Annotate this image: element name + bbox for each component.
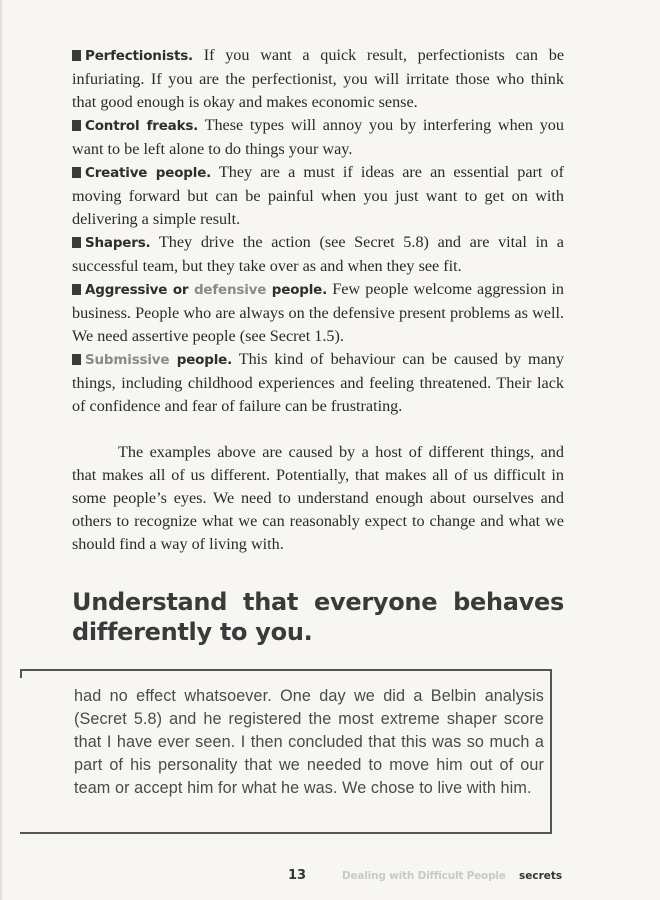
bullet-term: Creative people. bbox=[85, 165, 212, 181]
bullet-item-perfectionists bbox=[72, 44, 564, 114]
series-title: Dealing with Difficult People bbox=[342, 870, 506, 882]
square-bullet-icon bbox=[72, 284, 81, 295]
square-bullet-icon bbox=[72, 354, 81, 365]
bullet-text: This kind of behaviour can be caused by many things, including childhood experiences and feeling threatened. Their lack of confidence and fear of failure can be frustrating. bbox=[72, 350, 564, 415]
bullet-term-part1: Aggressive or bbox=[85, 282, 194, 298]
bullet-item-aggressive-defensive bbox=[72, 278, 564, 348]
bullet-term-part3: people. bbox=[266, 282, 328, 298]
body-paragraph: The examples above are caused by a host of different things, and that makes all of us different. Potentially, that makes all of us difficult in some people’s eyes. We need to understand enough about ourselves and others to recognize what we can reasonably expect to change and what we should find a way of living with. bbox=[72, 443, 564, 553]
bullet-term: Control freaks. bbox=[85, 118, 199, 134]
series-word: secrets bbox=[519, 870, 563, 882]
bullet-item-submissive bbox=[72, 348, 564, 418]
square-bullet-icon bbox=[72, 120, 81, 131]
square-bullet-icon bbox=[72, 50, 81, 61]
case-study-box-edge bbox=[20, 669, 22, 678]
bullet-item-shapers bbox=[72, 231, 564, 278]
case-study-text: had no effect whatsoever. One day we did a Belbin analysis (Secret 5.8) and he registered the most extreme shaper score that I have ever seen. I then concluded that this was so much a part of his personality that we needed to move him out of our team or accept him for what he was. We chose to live with him. bbox=[74, 687, 544, 797]
bullet-term-part1: Submissive bbox=[85, 352, 170, 368]
page-crease bbox=[0, 0, 3, 900]
page-footer bbox=[0, 868, 660, 888]
bullet-list bbox=[72, 44, 564, 418]
page-number: 13 bbox=[288, 868, 307, 883]
bullet-text: They drive the action (see Secret 5.8) and are vital in a successful team, but they take over as and when they see fit. bbox=[72, 233, 564, 275]
section-heading: Understand that everyone behaves differently to you. bbox=[72, 588, 564, 646]
bullet-text: If you want a quick result, perfectionists can be infuriating. If you are the perfectionist, you will irritate those who think that good enough is okay and makes economic sense. bbox=[72, 46, 565, 111]
bullet-term: Shapers. bbox=[85, 235, 151, 251]
square-bullet-icon bbox=[72, 167, 81, 178]
bullet-text: They are a must if ideas are an essential part of moving forward but can be painful when you just want to get on with delivering a simple result. bbox=[72, 163, 564, 228]
bullet-term: Perfectionists. bbox=[85, 48, 193, 64]
bullet-item-creative-people bbox=[72, 161, 564, 231]
square-bullet-icon bbox=[72, 237, 81, 248]
bullet-term-part2: people. bbox=[169, 352, 233, 368]
bullet-text: These types will annoy you by interfering when you want to be left alone to do things your way. bbox=[72, 116, 564, 158]
bullet-item-control-freaks bbox=[72, 114, 564, 161]
bullet-term-part2: defensive bbox=[193, 282, 267, 298]
bullet-text: Few people welcome aggression in business. People who are always on the defensive present problems as well. We need assertive people (see Secret 1.5). bbox=[72, 280, 565, 345]
